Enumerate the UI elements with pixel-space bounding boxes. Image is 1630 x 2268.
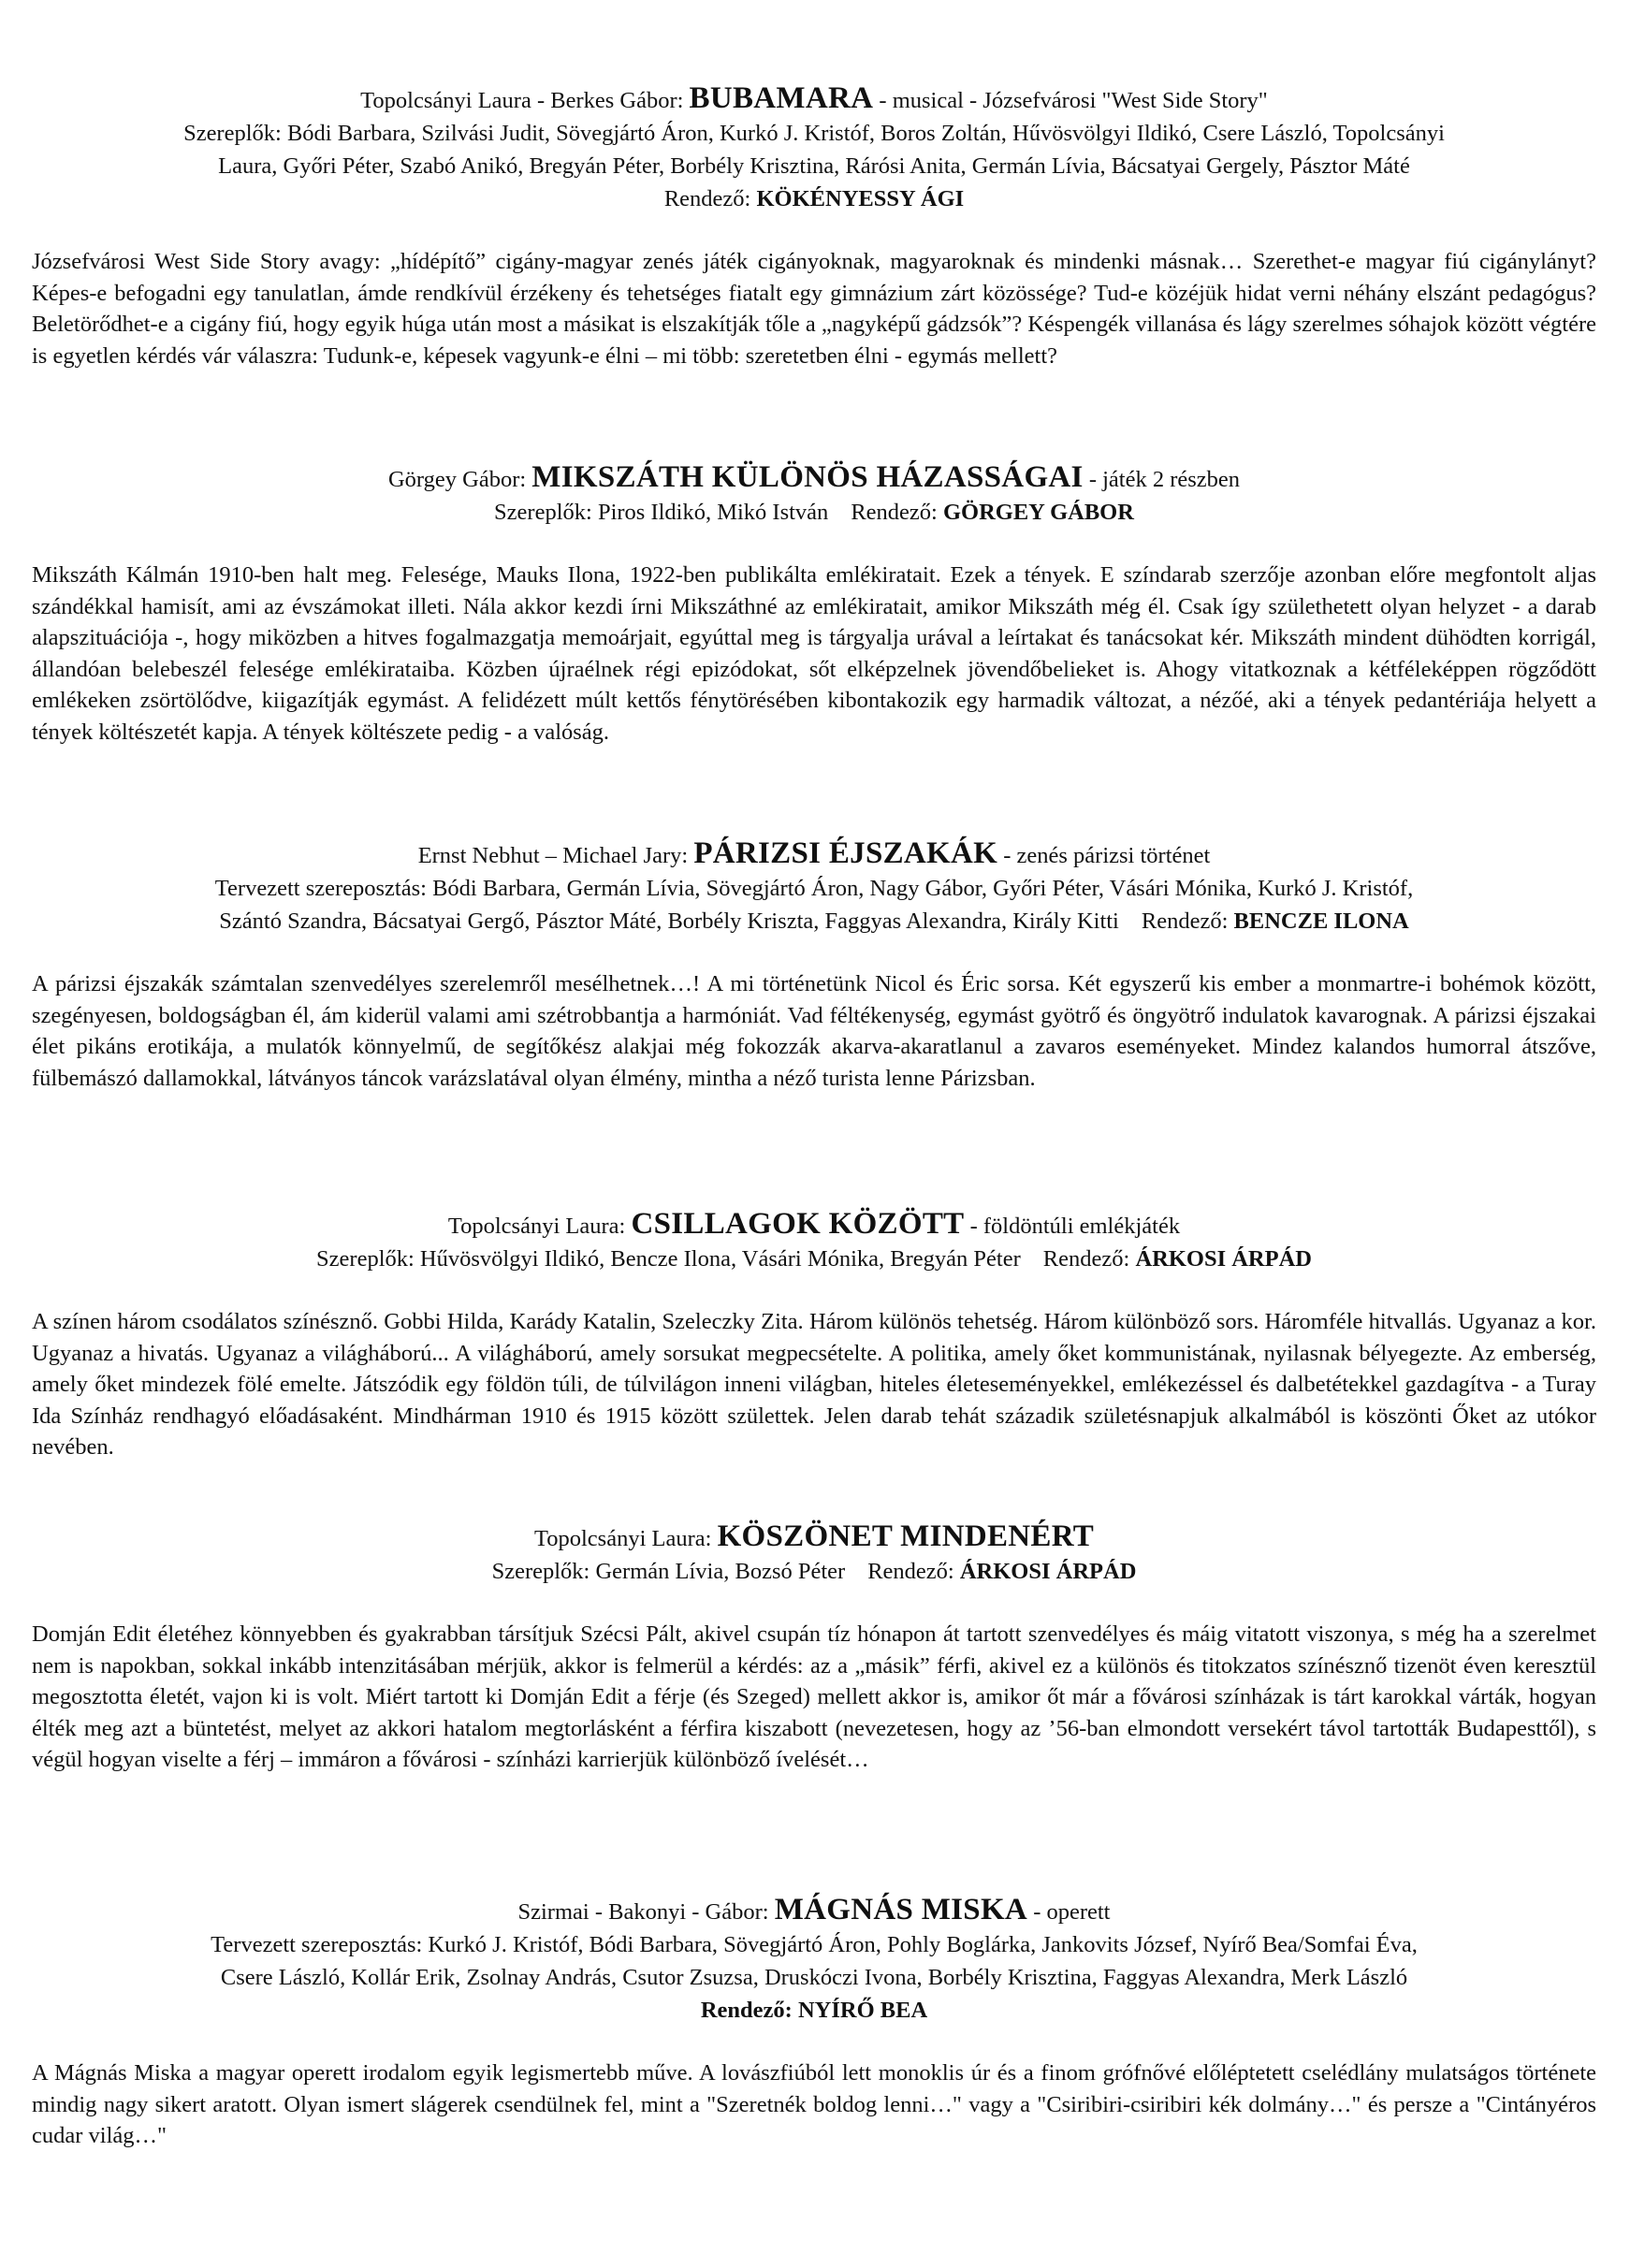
cast-line: Szántó Szandra, Bácsatyai Gergő, Pásztor Máté, Borbély Kriszta, Faggyas Alexandra, Király Kitti — [219, 909, 1119, 934]
play-authors: Topolcsányi Laura - Berkes Gábor: — [360, 88, 690, 113]
play-authors: Topolcsányi Laura: — [447, 1214, 632, 1239]
director-label: Rendező: — [700, 1998, 798, 2023]
title-line — [32, 1894, 1596, 1928]
play-authors: Szirmai - Bakonyi - Gábor: — [517, 1899, 775, 1925]
cast-director-line — [32, 905, 1596, 938]
director-name: ÁRKOSI ÁRPÁD — [959, 1559, 1137, 1584]
cast-line: Csere László, Kollár Erik, Zsolnay András, Csutor Zsuzsa, Druskóczi Ivona, Borbély Krisztina, Faggyas Alexandra, Merk László — [220, 1965, 1408, 1990]
play-header — [32, 1894, 1596, 2027]
cast-line: Laura, Győri Péter, Szabó Anikó, Bregyán Péter, Borbély Krisztina, Rárósi Anita, Germán Lívia, Bácsatyai Gergely, Pásztor Máté — [218, 153, 1410, 179]
cast-line: Szereplők: Germán Lívia, Bozsó Péter — [491, 1559, 846, 1584]
director-name: KÖKÉNYESSY ÁGI — [756, 186, 965, 211]
director-name: BENCZE ILONA — [1233, 909, 1409, 934]
director-label: Rendező: — [851, 500, 943, 525]
play-subtitle: - musical - Józsefvárosi "West Side Story" — [873, 88, 1268, 113]
play-title: BUBAMARA — [689, 81, 874, 115]
play-csillagok-kozott — [32, 1208, 1596, 1463]
play-description: A párizsi éjszakák számtalan szenvedélyes szerelemről mesélhetnek…! A mi történetünk Nicol és Éric sorsa. Két egyszerű kis ember a monmartre-i bohémok között, szegényesen, boldogságban él, ám kiderül valami ami szétrobbantja a harmóniát. Vad féltékenység, egymást gyötrő és öngyötrő indulatok kavarognak. A párizsi éjszakai élet pikáns erotikája, a mulatók könnyelmű, de segítőkész alakjai még fokozzák akarva-akaratlanul a zavaros eseményeket. Mindez kalandos humorral átszőve, fülbemászó dallamokkal, látványos táncok varázslatával olyan élmény, mintha a néző turista lenne Párizsban. — [32, 971, 1596, 1091]
play-title: MÁGNÁS MISKA — [774, 1893, 1028, 1926]
cast-line: Tervezett szereposztás: Kurkó J. Kristóf, Bódi Barbara, Sövegjártó Áron, Pohly Boglárka, Jankovits József, Nyírő Bea/Somfai Éva, — [211, 1932, 1418, 1957]
cast-line: Szereplők: Piros Ildikó, Mikó István — [494, 500, 829, 525]
play-title: MIKSZÁTH KÜLÖNÖS HÁZASSÁGAI — [531, 460, 1084, 494]
play-header — [32, 82, 1596, 215]
play-bubamara — [32, 82, 1596, 371]
play-description: A színen három csodálatos színésznő. Gobbi Hilda, Karády Katalin, Szeleczky Zita. Három különös tehetség. Három különböző sors. Háromféle hitvallás. Ugyanaz a kor. Ugyanaz a hivatás. Ugyanaz a világháború... A világháború, amely sorsukat megpecsételte. A politika, amely őket kommunistának, nyilasnak bélyegezte. Az emberség, amely őket mindezek fölé emelte. Játszódik egy földön túli, de túlvilágon inneni világban, hiteles életeseményekkel, emlékezéssel és dalbetétekkel gazdagítva - a Turay Ida Színház rendhagyó előadásaként. Mindhárman 1910 és 1915 között születtek. Jelen darab tehát századik születésnapjuk alkalmából is köszönti Őket az utókor nevében. — [32, 1309, 1596, 1460]
director-line — [32, 1994, 1596, 2027]
director-label: Rendező: — [1141, 909, 1234, 934]
play-subtitle: - földöntúli emlékjáték — [964, 1214, 1181, 1239]
play-authors: Topolcsányi Laura: — [533, 1526, 718, 1551]
play-description: A Mágnás Miska a magyar operett irodalom egyik legismertebb műve. A lovászfiúból lett monoklis úr és a finom grófnővé előléptetett cselédlány mulatságos története mindig nagy sikert aratott. Olyan ismert slágerek csendülnek fel, mint a "Szeretnék boldog lenni…" vagy a "Csiribiri-csiribiri kék dolmány…" és persze a "Cintányéros cudar világ…" — [32, 2060, 1596, 2148]
play-mikszath-kulonos-hazassagai — [32, 461, 1596, 748]
play-subtitle: - játék 2 részben — [1083, 467, 1241, 492]
cast-line: Szereplők: Hűvösvölgyi Ildikó, Bencze Ilona, Vásári Mónika, Bregyán Péter — [316, 1246, 1021, 1272]
director-name: NYÍRŐ BEA — [797, 1998, 928, 2023]
play-authors: Görgey Gábor: — [387, 467, 532, 492]
play-subtitle: - zenés párizsi történet — [997, 843, 1211, 868]
director-label: Rendező: — [1042, 1246, 1136, 1272]
director-label: Rendező: — [867, 1559, 960, 1584]
director-line — [32, 182, 1596, 215]
play-title: PÁRIZSI ÉJSZAKÁK — [693, 836, 998, 870]
play-header — [32, 461, 1596, 529]
title-line — [32, 837, 1596, 872]
director-name: ÁRKOSI ÁRPÁD — [1135, 1246, 1312, 1272]
play-header — [32, 1520, 1596, 1588]
cast-director-line — [32, 1555, 1596, 1588]
play-title: KÖSZÖNET MINDENÉRT — [717, 1519, 1095, 1553]
title-line — [32, 1520, 1596, 1555]
play-koszonet-mindenert — [32, 1520, 1596, 1776]
play-subtitle: - operett — [1027, 1899, 1111, 1925]
title-line — [32, 1208, 1596, 1243]
cast-director-line — [32, 1243, 1596, 1275]
play-header — [32, 1208, 1596, 1275]
play-title: CSILLAGOK KÖZÖTT — [631, 1207, 965, 1241]
director-name: GÖRGEY GÁBOR — [942, 500, 1134, 525]
title-line — [32, 82, 1596, 117]
play-magnas-miska — [32, 1894, 1596, 2152]
title-line — [32, 461, 1596, 496]
cast-line: Szereplők: Bódi Barbara, Szilvási Judit, Sövegjártó Áron, Kurkó J. Kristóf, Boros Zoltán, Hűvösvölgyi Ildikó, Csere László, Topolcsányi — [183, 121, 1445, 146]
play-header — [32, 837, 1596, 938]
cast-line: Tervezett szereposztás: Bódi Barbara, Germán Lívia, Sövegjártó Áron, Nagy Gábor, Győri Péter, Vásári Mónika, Kurkó J. Kristóf, — [214, 876, 1414, 901]
play-description: Mikszáth Kálmán 1910-ben halt meg. Felesége, Mauks Ilona, 1922-ben publikálta emlékiratait. Ezek a tények. E színdarab szerzője azonban előre megfontolt aljas szándékkal hamisít, ami az évszámokat illeti. Nála akkor kezdi írni Mikszáthné az emlékiratait, amikor Mikszáth még él. Csak így születhetett olyan helyzet - a darab alapszituációja -, hogy miközben a hitves fogalmazgatja memoárjait, egyúttal meg is tárgyalja urával a leírtakat és tanácsokat kér. Mikszáth mindent dühödten korrigál, állandóan belebeszél felesége emlékirataiba. Közben újraélnek régi epizódokat, sőt elképzelnek jövendőbelieket is. Ahogy vitatkoznak a kétféleképpen rögződött emlékeken zsörtölődve, kiigazítják egymást. A felidézett múlt kettős fénytörésében kibontakozik egy harmadik változat, a nézőé, aki a tények pedantériája helyett a tények költészetét kapja. A tények költészete pedig - a valóság. — [32, 562, 1596, 745]
director-label: Rendező: — [663, 186, 757, 211]
play-description: Józsefvárosi West Side Story avagy: „hídépítő” cigány-magyar zenés játék cigányoknak, magyaroknak és mindenki másnak… Szerethet-e magyar fiú cigánylányt? Képes-e befogadni egy tanulatlan, ámde rendkívül érzékeny és tehetséges fiatalt egy gimnázium zárt közössége? Tud-e közéjük hidat verni néhány elszánt pedagógus? Beletörődhet-e a cigány fiú, hogy egyik húga után most a másikat is elszakítják tőle a „nagyképű gádzsók”? Késpengék villanása és lágy szerelmes sóhajok között végtére is egyetlen kérdés vár válaszra: Tudunk-e, képesek vagyunk-e élni – mi több: szeretetben élni - egymás mellett? — [32, 249, 1596, 369]
play-description: Domján Edit életéhez könnyebben és gyakrabban társítjuk Szécsi Pált, akivel csupán tíz hónapon át tartott szenvedélyes és máig vitatott viszonya, s még ha a szerelmet nem is napokban, sokkal inkább intenzitásában mérjük, akkor is felmerül a kérdés: az a „másik” férfi, akivel ez a különös és titokzatos színésznő tizenöt éven keresztül megosztotta életét, vajon ki is volt. Miért tartott ki Domján Edit a férje (és Szeged) mellett akkor is, amikor őt már a fővárosi színházak is tárt karokkal várták, hogyan élték meg azt a büntetést, melyet az akkori hatalom megtorlásként a férfira kiszabott (nevezetesen, hogy az ’56-ban elmondott versekért távol tartották Budapesttől), s végül hogyan viselte a férj – immáron a fővárosi - színházi karrierjük különböző ívelését… — [32, 1621, 1596, 1772]
cast-director-line — [32, 496, 1596, 529]
play-parizsi-ejszakak — [32, 837, 1596, 1094]
play-authors: Ernst Nebhut – Michael Jary: — [417, 843, 694, 868]
